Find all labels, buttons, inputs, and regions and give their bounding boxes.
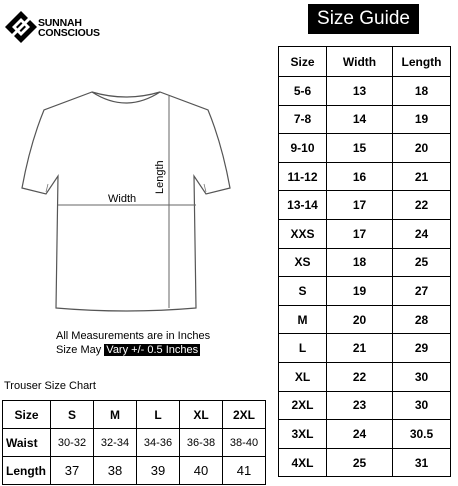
size-cell: L [279, 334, 327, 363]
note-line-2 [56, 343, 210, 357]
length-cell: 30 [393, 391, 451, 420]
length-cell: 24 [393, 219, 451, 248]
trouser-length-row [3, 457, 266, 485]
measurement-note [56, 329, 210, 357]
size-cell: M [279, 305, 327, 334]
size-row [279, 219, 451, 248]
length-cell: 21 [393, 162, 451, 191]
size-row [279, 420, 451, 449]
size-row [279, 248, 451, 277]
width-label: Width [108, 193, 137, 205]
size-table-body [279, 77, 451, 477]
length-cell: 27 [393, 277, 451, 306]
trouser-header-size: Size [3, 401, 51, 429]
length-row-label: Length [3, 457, 51, 485]
brand-logo [4, 4, 154, 52]
page-title: Size Guide [308, 4, 419, 34]
width-cell: 23 [327, 391, 393, 420]
brand-line-1: SUNNAH [38, 17, 82, 29]
waist-cell: 32-34 [94, 429, 137, 457]
brand-line-2: CONSCIOUS [38, 27, 100, 39]
trouser-header-2xl: 2XL [223, 401, 266, 429]
size-row [279, 334, 451, 363]
trouser-table [2, 400, 266, 485]
size-row [279, 134, 451, 163]
length-cell: 29 [393, 334, 451, 363]
length-cell: 30 [393, 362, 451, 391]
width-cell: 17 [327, 191, 393, 220]
size-table-header [279, 47, 451, 77]
length-cell: 18 [393, 77, 451, 106]
trouser-header-l: L [137, 401, 180, 429]
waist-cell: 30-32 [51, 429, 94, 457]
size-row [279, 77, 451, 106]
size-row [279, 305, 451, 334]
length-cell: 41 [223, 457, 266, 485]
size-cell: 2XL [279, 391, 327, 420]
width-cell: 17 [327, 219, 393, 248]
trouser-header-xl: XL [180, 401, 223, 429]
length-cell: 38 [94, 457, 137, 485]
note-line-1: All Measurements are in Inches [56, 330, 211, 342]
length-cell: 20 [393, 134, 451, 163]
logo-icon [4, 10, 38, 44]
size-row [279, 277, 451, 306]
waist-cell: 38-40 [223, 429, 266, 457]
length-cell: 19 [393, 105, 451, 134]
size-cell: 7-8 [279, 105, 327, 134]
waist-cell: 36-38 [180, 429, 223, 457]
trouser-header-m: M [94, 401, 137, 429]
waist-cell: 34-36 [137, 429, 180, 457]
length-label: Length [154, 160, 166, 194]
size-row [279, 362, 451, 391]
size-row [279, 391, 451, 420]
width-cell: 20 [327, 305, 393, 334]
size-cell: XS [279, 248, 327, 277]
width-cell: 25 [327, 448, 393, 477]
header-width: Width [327, 47, 393, 77]
length-cell: 30.5 [393, 420, 451, 449]
tshirt-diagram [20, 88, 232, 328]
note-prefix: Size May [56, 344, 105, 356]
length-cell: 37 [51, 457, 94, 485]
size-cell: 4XL [279, 448, 327, 477]
brand-name [38, 18, 100, 38]
size-row [279, 448, 451, 477]
size-cell: 5-6 [279, 77, 327, 106]
waist-label: Waist [3, 429, 51, 457]
width-cell: 18 [327, 248, 393, 277]
width-cell: 21 [327, 334, 393, 363]
size-row [279, 105, 451, 134]
length-cell: 31 [393, 448, 451, 477]
width-cell: 14 [327, 105, 393, 134]
trouser-header-row [3, 401, 266, 429]
width-cell: 19 [327, 277, 393, 306]
length-cell: 39 [137, 457, 180, 485]
size-cell: 3XL [279, 420, 327, 449]
size-cell: XL [279, 362, 327, 391]
width-cell: 15 [327, 134, 393, 163]
length-cell: 40 [180, 457, 223, 485]
size-cell: S [279, 277, 327, 306]
width-cell: 13 [327, 77, 393, 106]
width-cell: 16 [327, 162, 393, 191]
size-cell: XXS [279, 219, 327, 248]
size-cell: 9-10 [279, 134, 327, 163]
size-row [279, 191, 451, 220]
width-cell: 24 [327, 420, 393, 449]
header-length: Length [393, 47, 451, 77]
length-cell: 25 [393, 248, 451, 277]
size-cell: 11-12 [279, 162, 327, 191]
trouser-caption: Trouser Size Chart [4, 380, 96, 392]
size-cell: 13-14 [279, 191, 327, 220]
trouser-header-s: S [51, 401, 94, 429]
size-table [278, 46, 451, 477]
size-row [279, 162, 451, 191]
length-cell: 28 [393, 305, 451, 334]
length-cell: 22 [393, 191, 451, 220]
width-cell: 22 [327, 362, 393, 391]
trouser-waist-row [3, 429, 266, 457]
tolerance-highlight: Vary +/- 0.5 Inches [106, 344, 199, 356]
header-size: Size [279, 47, 327, 77]
